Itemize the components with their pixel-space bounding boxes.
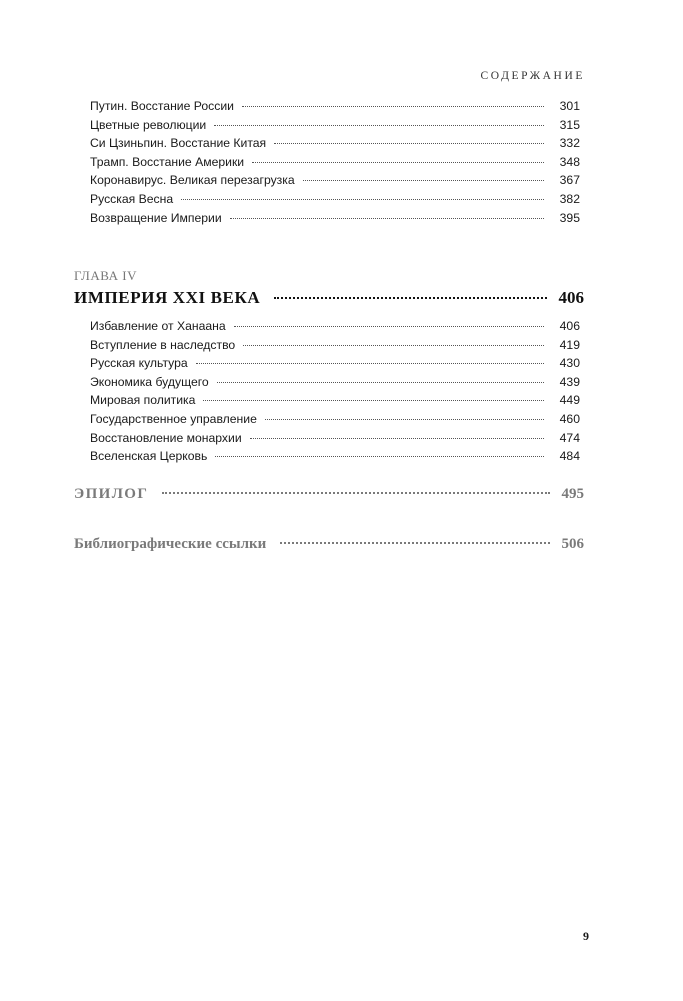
toc-entry (90, 447, 580, 466)
toc-entry-title: Восстановление монархии (90, 430, 242, 445)
dot-leader (252, 162, 544, 163)
bibliography-entry (74, 536, 584, 553)
dot-leader (243, 345, 544, 346)
toc-entry-title: Вселенская Церковь (90, 449, 208, 464)
toc-entry-title: Избавление от Ханаана (90, 319, 226, 333)
dot-leader (215, 456, 544, 457)
toc-entry-title: Вступление в наследство (90, 337, 236, 352)
toc-section-1 (90, 97, 580, 227)
chapter-label: ГЛАВА IV (74, 268, 137, 283)
dot-leader (234, 326, 544, 327)
toc-section-chapter-4 (90, 317, 580, 466)
dot-leader (196, 363, 544, 364)
toc-entry-page: 332 (559, 136, 580, 151)
toc-entry (90, 317, 580, 336)
toc-entry-page: 382 (559, 191, 580, 206)
toc-entry-title: Цветные революции (90, 117, 207, 132)
dot-leader (303, 180, 544, 181)
toc-entry-title: Си Цзиньпин. Восстание Китая (90, 136, 267, 151)
dot-leader (250, 438, 544, 439)
dot-leader (203, 400, 544, 401)
toc-entry (90, 134, 580, 153)
toc-entry-page: 367 (559, 173, 580, 188)
toc-entry-page: 474 (559, 430, 580, 445)
epilog-entry (74, 486, 584, 503)
toc-entry-page: 419 (559, 337, 580, 352)
toc-entry (90, 190, 580, 209)
toc-entry-page: 315 (559, 117, 580, 132)
chapter-title: ИМПЕРИЯ XXI ВЕКА (74, 288, 261, 307)
toc-entry (90, 373, 580, 392)
page-number: 9 (583, 929, 589, 943)
dot-leader (274, 143, 544, 144)
toc-entry-page: 406 (559, 319, 580, 333)
dot-leader (181, 199, 544, 200)
bibliography-page: 506 (561, 536, 584, 552)
dot-leader (274, 297, 546, 299)
toc-entry-title: Мировая политика (90, 393, 196, 408)
epilog-page: 495 (561, 486, 584, 502)
toc-entry (90, 209, 580, 228)
toc-entry (90, 410, 580, 429)
toc-entry (90, 336, 580, 355)
bibliography-title: Библиографические ссылки (74, 536, 267, 552)
toc-entry (90, 429, 580, 448)
toc-entry-title: Русская культура (90, 356, 188, 371)
dot-leader (280, 542, 549, 544)
toc-entry-title: Экономика будущего (90, 374, 209, 389)
toc-entry-title: Государственное управление (90, 411, 257, 426)
dot-leader (217, 382, 544, 383)
toc-entry-page: 484 (559, 449, 580, 464)
running-header: СОДЕРЖАНИЕ (480, 70, 585, 82)
dot-leader (230, 218, 544, 219)
toc-entry (90, 171, 580, 190)
toc-entry-title: Трамп. Восстание Америки (90, 154, 245, 169)
dot-leader (242, 106, 544, 107)
toc-entry (90, 354, 580, 373)
toc-entry-page: 348 (559, 154, 580, 169)
toc-entry-title: Путин. Восстание России (90, 99, 234, 113)
dot-leader (265, 419, 544, 420)
dot-leader (214, 125, 544, 126)
dot-leader (162, 492, 549, 494)
toc-entry (90, 153, 580, 172)
toc-entry-page: 449 (559, 393, 580, 408)
toc-entry-page: 395 (559, 210, 580, 225)
toc-entry-page: 430 (559, 356, 580, 371)
epilog-title: ЭПИЛОГ (74, 486, 149, 502)
toc-entry (90, 97, 580, 116)
toc-entry-page: 439 (559, 374, 580, 389)
toc-entry-title: Русская Весна (90, 191, 174, 206)
chapter-page: 406 (558, 288, 584, 307)
toc-entry-page: 460 (559, 411, 580, 426)
toc-entry (90, 391, 580, 410)
toc-entry-title: Коронавирус. Великая перезагрузка (90, 173, 295, 188)
chapter-heading (74, 288, 584, 308)
toc-entry-page: 301 (559, 99, 580, 113)
toc-entry (90, 116, 580, 135)
toc-entry-title: Возвращение Империи (90, 210, 222, 225)
